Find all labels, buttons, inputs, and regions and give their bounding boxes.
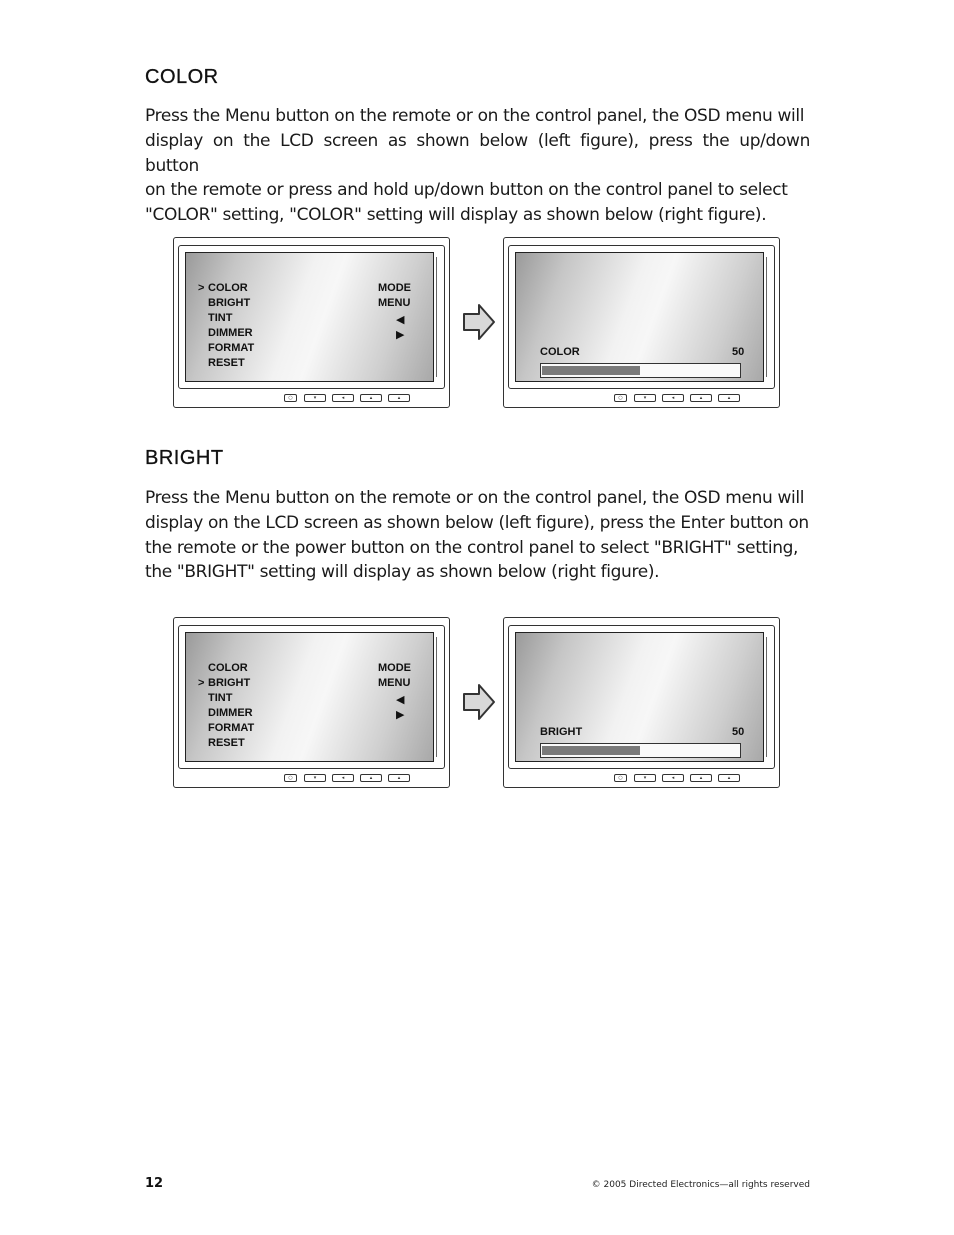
menu-item-dimmer: DIMMER xyxy=(208,327,253,339)
down-button-icon: ▾ xyxy=(634,394,656,402)
monitor-setting-figure-color xyxy=(503,237,780,408)
menu-item-color: COLOR xyxy=(208,662,248,674)
up-button-icon: ▴ xyxy=(360,774,382,782)
enter-button-icon: ◂ xyxy=(332,394,354,402)
section-heading-color: COLOR xyxy=(145,66,219,88)
menu-item-bright: BRIGHT xyxy=(208,297,251,309)
down-button-icon: ▾ xyxy=(304,774,326,782)
osd-setting-screen xyxy=(515,252,764,382)
osd-menu-screen xyxy=(185,252,434,382)
monitor-setting-figure-bright xyxy=(503,617,780,788)
osd-setting-screen xyxy=(515,632,764,762)
menu-cursor: > xyxy=(198,282,205,294)
menu-cursor: > xyxy=(198,677,205,689)
up-button-icon: ▴ xyxy=(360,394,382,402)
copyright-notice: © 2005 Directed Electronics—all rights reserved xyxy=(591,1180,810,1190)
menu-item-dimmer: DIMMER xyxy=(208,707,253,719)
triangle-right-icon: ▶ xyxy=(396,708,405,721)
menu-item-color: > COLOR xyxy=(198,282,248,294)
section-paragraph-bright xyxy=(145,486,810,585)
triangle-left-icon: ◀ xyxy=(396,313,405,326)
menu-item-reset: RESET xyxy=(208,357,245,369)
menu-item-tint: TINT xyxy=(208,312,233,324)
menu-button-icon: ▴ xyxy=(718,774,740,782)
setting-value: 50 xyxy=(732,346,745,358)
paragraph-line: "COLOR" setting, "COLOR" setting will display as shown below (right figure). xyxy=(145,205,767,226)
setting-label: COLOR xyxy=(540,346,580,358)
monitor-menu-figure-bright xyxy=(173,617,450,788)
power-button-icon: ○ xyxy=(284,774,297,782)
enter-button-icon: ◂ xyxy=(662,394,684,402)
page-number: 12 xyxy=(145,1176,164,1191)
power-button-icon: ○ xyxy=(614,774,627,782)
monitor-menu-figure-color xyxy=(173,237,450,408)
down-button-icon: ▾ xyxy=(634,774,656,782)
menu-item-tint: TINT xyxy=(208,692,233,704)
power-button-icon: ○ xyxy=(614,394,627,402)
menu-label-menu: MENU xyxy=(378,297,411,309)
menu-item-bright: > BRIGHT xyxy=(198,677,251,689)
monitor-bezel xyxy=(178,625,445,769)
power-button-icon: ○ xyxy=(284,394,297,402)
right-block-arrow-icon xyxy=(462,682,496,722)
menu-button-icon: ▴ xyxy=(718,394,740,402)
triangle-right-icon: ▶ xyxy=(396,328,405,341)
section-paragraph-color xyxy=(145,104,810,228)
section-heading-bright: BRIGHT xyxy=(145,447,224,469)
paragraph-line: display on the LCD screen as shown below (left figure), press the Enter button on xyxy=(145,512,809,533)
paragraph-line: the remote or the power button on the control panel to select "BRIGHT" setting, xyxy=(145,537,799,558)
setting-level-bar xyxy=(540,743,741,758)
down-button-icon: ▾ xyxy=(304,394,326,402)
paragraph-line: the "BRIGHT" setting will display as shown below (right figure). xyxy=(145,562,660,583)
paragraph-line: display on the LCD screen as shown below (left figure), press the up/down button xyxy=(145,130,810,176)
enter-button-icon: ◂ xyxy=(332,774,354,782)
menu-item-format: FORMAT xyxy=(208,342,255,354)
menu-button-icon: ▴ xyxy=(388,774,410,782)
enter-button-icon: ◂ xyxy=(662,774,684,782)
paragraph-line: Press the Menu button on the remote or on the control panel, the OSD menu will xyxy=(145,488,805,508)
osd-menu-screen xyxy=(185,632,434,762)
monitor-bezel xyxy=(508,245,775,389)
monitor-bezel xyxy=(508,625,775,769)
menu-label-menu: MENU xyxy=(378,677,411,689)
paragraph-line: on the remote or press and hold up/down button on the control panel to select xyxy=(145,180,788,201)
menu-item-format: FORMAT xyxy=(208,722,255,734)
menu-label-mode: MODE xyxy=(378,662,411,674)
setting-level-fill xyxy=(542,746,640,755)
up-button-icon: ▴ xyxy=(690,774,712,782)
right-block-arrow-icon xyxy=(462,302,496,342)
setting-value: 50 xyxy=(732,726,745,738)
menu-button-icon: ▴ xyxy=(388,394,410,402)
menu-label-mode: MODE xyxy=(378,282,411,294)
paragraph-line: Press the Menu button on the remote or on the control panel, the OSD menu will xyxy=(145,106,805,126)
setting-label: BRIGHT xyxy=(540,726,583,738)
up-button-icon: ▴ xyxy=(690,394,712,402)
setting-level-fill xyxy=(542,366,640,375)
triangle-left-icon: ◀ xyxy=(396,693,405,706)
menu-item-reset: RESET xyxy=(208,737,245,749)
monitor-bezel xyxy=(178,245,445,389)
setting-level-bar xyxy=(540,363,741,378)
